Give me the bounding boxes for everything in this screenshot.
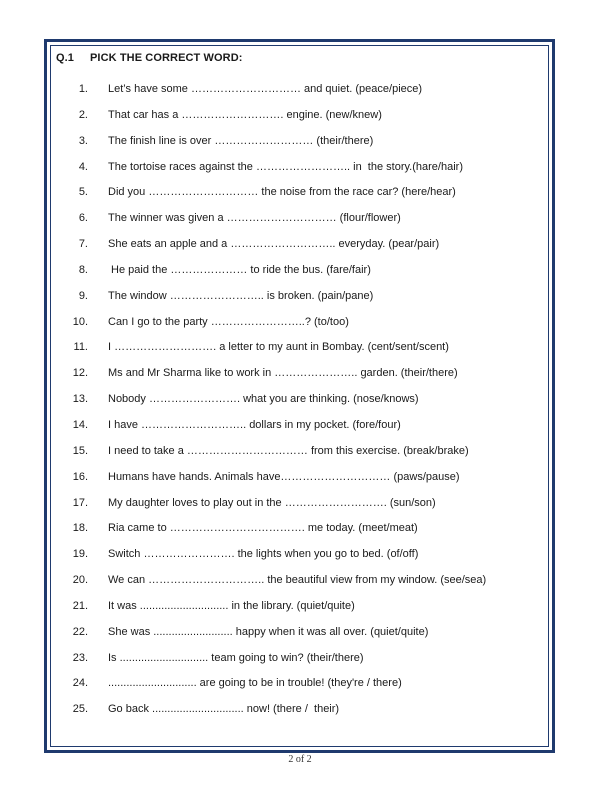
exercise-item: [0, 183, 600, 209]
exercise-item: [0, 80, 600, 106]
exercise-item-number: 4.: [78, 160, 88, 173]
exercise-item-sentence: I ………………………. a letter to my aunt in Bombay. (cent/sent/scent): [108, 341, 449, 354]
exercise-item-sentence: I have ……………………….. dollars in my pocket. (fore/four): [108, 418, 401, 431]
exercise-item: [0, 132, 600, 158]
exercise-item: [0, 313, 600, 339]
exercise-item-sentence: Did you ………………………… the noise from the race car? (here/hear): [108, 186, 456, 199]
exercise-item: [0, 106, 600, 132]
exercise-item-sentence: That car has a ………………………. engine. (new/knew): [108, 108, 382, 121]
exercise-item: [0, 571, 600, 597]
exercise-item-number: 23.: [72, 651, 88, 664]
exercise-item-number: 1.: [78, 83, 88, 95]
exercise-item-sentence: It was ............................. in the library. (quiet/quite): [108, 599, 355, 612]
question-title: PICK THE CORRECT WORD:: [90, 52, 243, 64]
exercise-item-number: 3.: [78, 134, 88, 147]
exercise-item: [0, 158, 600, 184]
exercise-item-sentence: Can I go to the party ……………………..? (to/too): [108, 315, 349, 328]
exercise-item: [0, 468, 600, 494]
question-number: Q.1: [56, 52, 75, 64]
exercise-item-sentence: Let’s have some ………………………… and quiet. (peace/piece): [108, 83, 423, 95]
exercise-item-number: 20.: [72, 574, 88, 587]
exercise-item: [0, 649, 600, 675]
exercise-item: [0, 597, 600, 623]
exercise-item: [0, 623, 600, 649]
exercise-item-number: 22.: [72, 625, 88, 638]
exercise-item: [0, 442, 600, 468]
exercise-item-sentence: Nobody ……………………. what you are thinking. (nose/knows): [108, 393, 419, 406]
exercise-item-number: 19.: [72, 548, 88, 561]
exercise-item: [0, 235, 600, 261]
exercise-item-sentence: My daughter loves to play out in the ………………………. (sun/son): [108, 496, 436, 509]
exercise-item-number: 24.: [72, 677, 88, 690]
exercise-item-sentence: Go back .............................. now! (there / their): [108, 703, 340, 716]
exercise-item: [0, 700, 600, 726]
exercise-item-number: 10.: [72, 315, 88, 328]
exercise-item: [0, 209, 600, 235]
question-heading: [56, 52, 243, 64]
exercise-item-sentence: ............................. are going to be in trouble! (they're / there): [108, 677, 402, 690]
exercise-item: [0, 494, 600, 520]
exercise-item: [0, 416, 600, 442]
exercise-item-number: 5.: [78, 186, 88, 199]
exercise-item: [0, 338, 600, 364]
exercise-item: [0, 674, 600, 700]
exercise-item-sentence: Ria came to ………………………………. me today. (meet/meat): [108, 522, 418, 535]
exercise-item: [0, 261, 600, 287]
exercise-item-sentence: Humans have hands. Animals have………………………… (paws/pause): [108, 470, 460, 483]
exercise-item-sentence: The winner was given a ………………………… (flour/flower): [108, 212, 401, 225]
exercise-item-sentence: The finish line is over ……………………… (their/there): [108, 134, 374, 147]
exercise-item-sentence: Ms and Mr Sharma like to work in ………………….. garden. (their/there): [108, 367, 458, 380]
exercise-item-number: 25.: [72, 703, 88, 716]
exercise-item-number: 15.: [72, 444, 88, 457]
exercise-item-number: 12.: [72, 367, 88, 380]
exercise-item-number: 11.: [73, 341, 88, 354]
exercise-item-number: 8.: [78, 263, 88, 276]
exercise-item: [0, 287, 600, 313]
exercise-item-sentence: I need to take a …………………………… from this exercise. (break/brake): [108, 444, 469, 457]
exercise-item-number: 6.: [78, 212, 88, 225]
exercise-item-number: 17.: [72, 496, 88, 509]
exercise-item: [0, 364, 600, 390]
exercise-item-number: 7.: [78, 238, 88, 251]
exercise-item-number: 14.: [72, 418, 88, 431]
exercise-item-number: 9.: [78, 289, 88, 302]
exercise-list: [0, 80, 600, 726]
exercise-item: [0, 545, 600, 571]
exercise-item-sentence: The tortoise races against the …………………….. in the story.(hare/hair): [108, 160, 463, 173]
exercise-item-number: 18.: [72, 522, 88, 535]
exercise-item-sentence: He paid the ………………… to ride the bus. (fare/fair): [108, 263, 371, 276]
exercise-item-sentence: She was .......................... happy when it was all over. (quiet/quite): [108, 625, 429, 638]
exercise-item-sentence: Switch ……………………. the lights when you go to bed. (of/off): [108, 548, 419, 561]
exercise-item-number: 21.: [72, 599, 88, 612]
exercise-item: [0, 519, 600, 545]
exercise-item-number: 16.: [72, 470, 88, 483]
exercise-item-sentence: The window …………………….. is broken. (pain/pane): [108, 289, 374, 302]
exercise-item: [0, 390, 600, 416]
page-number: 2 of 2: [288, 754, 312, 763]
exercise-item-number: 13.: [72, 393, 88, 406]
exercise-item-sentence: Is ............................. team going to win? (their/there): [108, 651, 364, 664]
exercise-item-number: 2.: [78, 108, 88, 121]
exercise-item-sentence: We can ………………………….. the beautiful view from my window. (see/sea): [108, 574, 487, 587]
exercise-item-sentence: She eats an apple and a ……………………….. everyday. (pear/pair): [108, 238, 440, 251]
